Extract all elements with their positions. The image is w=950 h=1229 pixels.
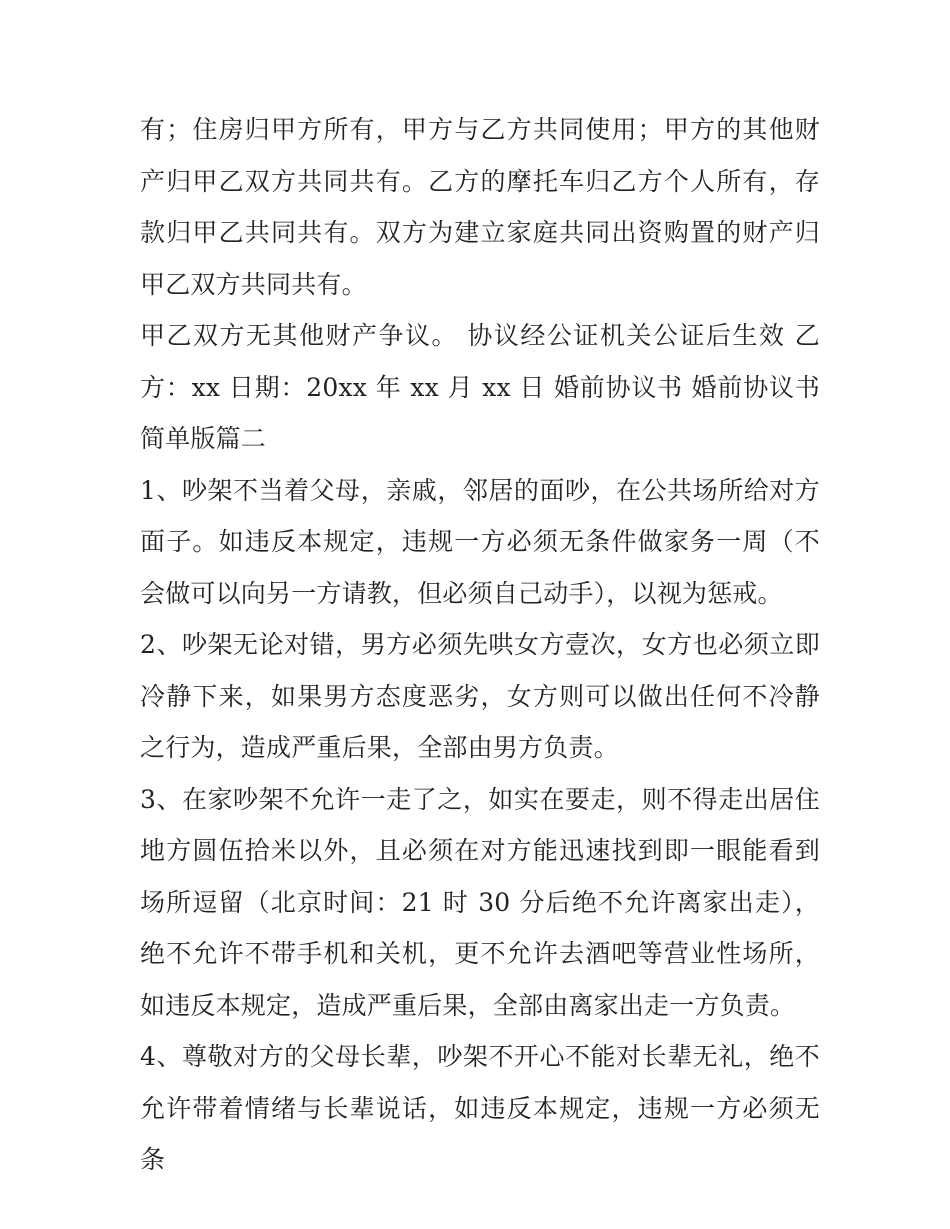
paragraph-property-clause: 有；住房归甲方所有，甲方与乙方共同使用；甲方的其他财产归甲乙双方共同共有。乙方的摩托车归乙方个人所有，存款归甲乙共同共有。双方为建立家庭共同出资购置的财产归甲乙双方共同共有。 <box>140 115 820 299</box>
document-body <box>140 104 820 1186</box>
paragraph-rule-4: 4、尊敬对方的父母长辈，吵架不开心不能对长辈无礼，绝不允许带着情绪与长辈说话，如违反本规定，违规一方必须无条 <box>140 1042 820 1174</box>
paragraph-rule-2: 2、吵架无论对错，男方必须先哄女方壹次，女方也必须立即冷静下来，如果男方态度恶劣，女方则可以做出任何不冷静之行为，造成严重后果，全部由男方负责。 <box>140 630 820 762</box>
paragraph-rule-1: 1、吵架不当着父母，亲戚，邻居的面吵，在公共场所给对方面子。如违反本规定，违规一方必须无条件做家务一周（不会做可以向另一方请教，但必须自己动手），以视为惩戒。 <box>140 475 820 608</box>
paragraph-no-dispute-signature: 甲乙双方无其他财产争议。 协议经公证机关公证后生效 乙方：xx 日期：20xx 年 xx 月 xx 日 婚前协议书 婚前协议书简单版篇二 <box>140 321 820 453</box>
paragraph-rule-3: 3、在家吵架不允许一走了之，如实在要走，则不得走出居住地方圆伍拾米以外，且必须在对方能迅速找到即一眼能看到场所逗留（北京时间：21 时 30 分后绝不允许离家出走），绝不允许不带手机和关机，更不允许去酒吧等营业性场所，如违反本规定，造成严重后果，全部由离家出走一方负责。 <box>140 784 820 1020</box>
